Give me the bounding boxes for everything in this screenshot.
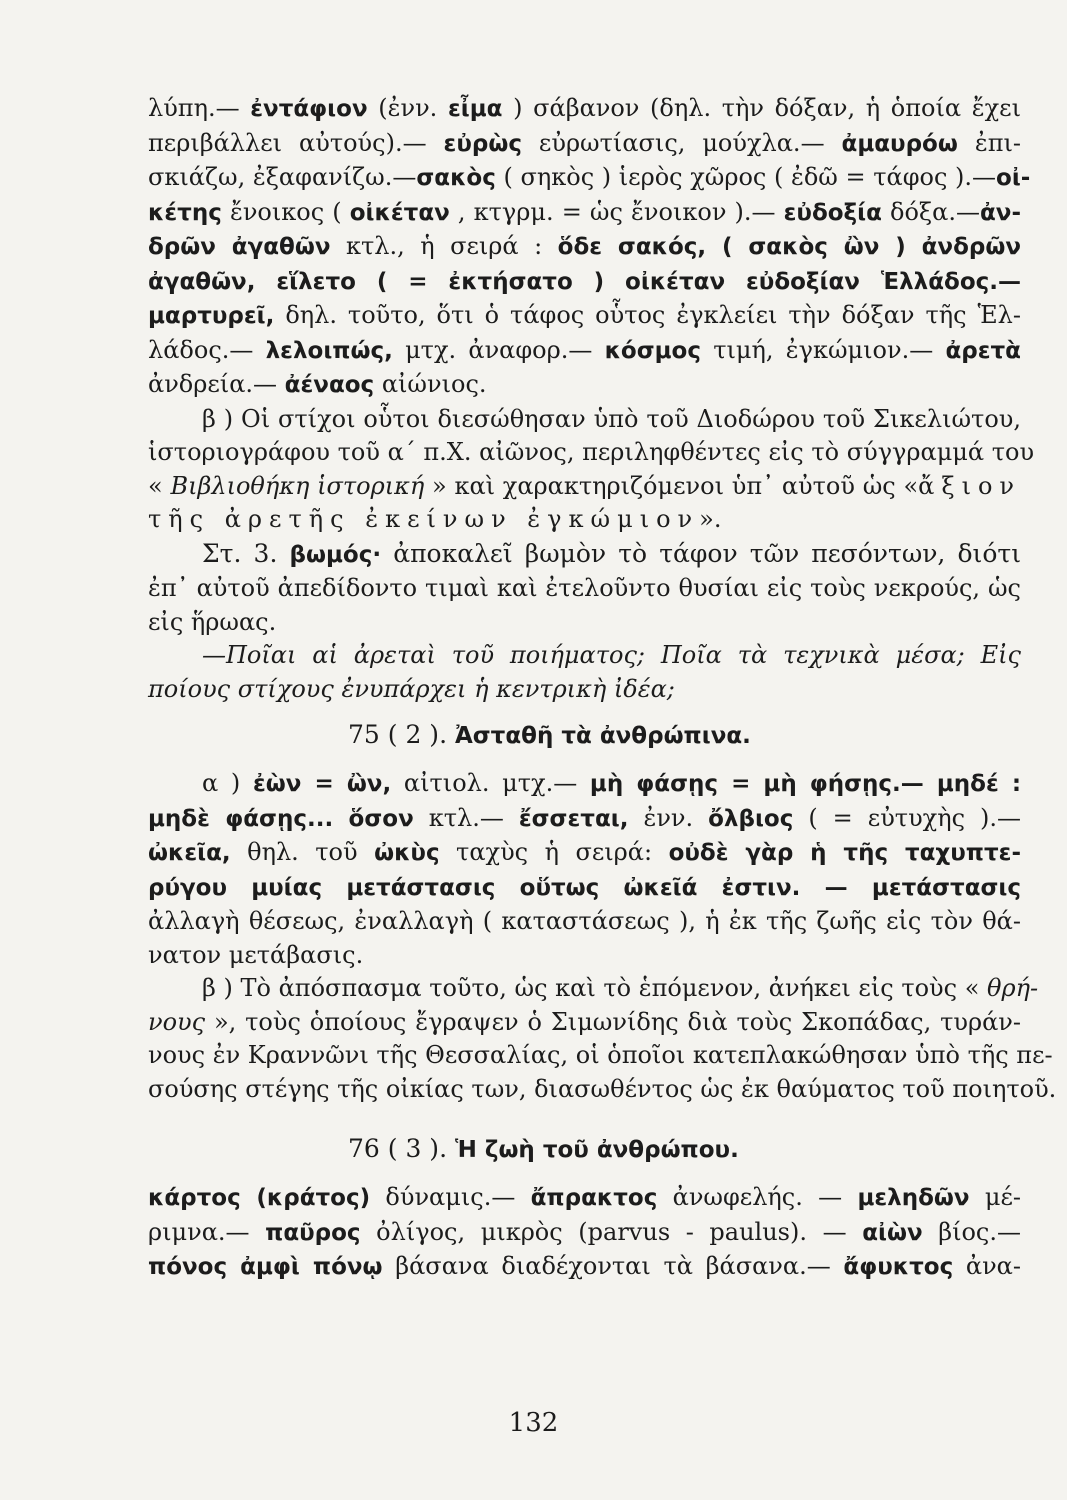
text-line: « Βιβλιοθήκη ἱστορική » καὶ χαρακτηριζόμενοι ὑπ᾽ αὐτοῦ ὡς «ἄξιον [148, 471, 1022, 500]
text-line: τῆς ἀρετῆς ἐκείνων ἐγκώμιον». [148, 505, 722, 533]
text-line: ποίους στίχους ἐνυπάρχει ἡ κεντρικὴ ἰδέα; [148, 674, 675, 703]
text-line: νους ἐν Κραννῶνι τῆς Θεσσαλίας, οἱ ὁποῖοι κατεπλακώθησαν ὑπὸ τῆς πε- [148, 1041, 1053, 1069]
text-line: σκιάζω, ἐξαφανίζω.—σακὸς ( σηκὸς ) ἱερὸς χῶρος ( ἐδῶ = τάφος ).—οἰ- [148, 163, 1031, 191]
text-line: εἰς ἥρωας. [148, 607, 277, 636]
text-line: ριμνα.— παῦρος ὀλίγος, μικρὸς (parvus - paulus). — αἰὼν βίος.— [148, 1217, 1022, 1246]
text-line: ἱστοριογράφου τοῦ α΄ π.Χ. αἰῶνος, περιληφθέντες εἰς τὸ σύγγραμμά του [148, 438, 1035, 466]
text-line: δρῶν ἀγαθῶν κτλ., ἡ σειρά : ὅδε σακός, ( σακὸς ὢν ) ἀνδρῶν [148, 232, 1022, 260]
section-heading: 75 ( 2 ). Ἀσταθῆ τὰ ἀνθρώπινα. [348, 720, 751, 749]
text-line: μηδὲ φάσῃς... ὅσον κτλ.— ἔσσεται, ἐνν. ὄλβιος ( = εὐτυχὴς ).— [148, 803, 1022, 832]
text-line: μαρτυρεῖ, δηλ. τοῦτο, ὅτι ὁ τάφος οὗτος ἐγκλείει τὴν δόξαν τῆς Ἑλ- [148, 301, 1021, 329]
text-line: β ) Τὸ ἀπόσπασμα τοῦτο, ὡς καὶ τὸ ἑπόμενον, ἀνήκει εἰς τοὺς « θρή- [202, 974, 1039, 1002]
text-line: ὠκεῖα, θηλ. τοῦ ὠκὺς ταχὺς ἡ σειρά: οὐδὲ γὰρ ἡ τῆς ταχυπτε- [148, 838, 1022, 866]
text-line: πόνος ἀμφὶ πόνῳ βάσανα διαδέχονται τὰ βάσανα.— ἄφυκτος ἀνα- [148, 1252, 1021, 1280]
text-line: σούσης στέγης τῆς οἰκίας των, διασωθέντος ὡς ἐκ θαύματος τοῦ ποιητοῦ. [148, 1074, 1057, 1103]
text-line: περιβάλλει αὐτούς).— εὐρὼς εὐρωτίασις, μούχλα.— ἀμαυρόω ἐπι- [148, 128, 1021, 157]
text-line: ἀλλαγὴ θέσεως, ἐναλλαγὴ ( καταστάσεως ), ἡ ἐκ τῆς ζωῆς εἰς τὸν θά- [148, 907, 1021, 935]
section-heading: 76 ( 3 ). Ἡ ζωὴ τοῦ ἀνθρώπου. [348, 1134, 739, 1163]
text-line: νους », τοὺς ὁποίους ἔγραψεν ὁ Σιμωνίδης διὰ τοὺς Σκοπάδας, τυράν- [148, 1007, 1021, 1036]
text-line: Στ. 3. βωμός· ἀποκαλεῖ βωμὸν τὸ τάφον τῶν πεσόντων, διότι [202, 538, 1022, 568]
text-line: ἀνδρεία.— ἀέναος αἰώνιος. [148, 370, 487, 398]
text-line: β ) Οἱ στίχοι οὗτοι διεσώθησαν ὑπὸ τοῦ Διοδώρου τοῦ Σικελιώτου, [202, 404, 1021, 433]
text-line: κάρτος (κράτος) δύναμις.— ἄπρακτος ἀνωφελής. — μεληδῶν μέ- [148, 1183, 1022, 1211]
text-line: —Ποῖαι αἱ ἀρεταὶ τοῦ ποιήματος; Ποῖα τὰ τεχνικὰ μέσα; Εἰς [202, 641, 1021, 669]
text-line: κέτης ἔνοικος ( οἰκέταν , κτγρμ. = ὡς ἔνοικον ).— εὐδοξία δόξα.—ἀν- [148, 197, 1021, 226]
text-line: λάδος.— λελοιπώς, μτχ. ἀναφορ.— κόσμος τιμή, ἐγκώμιον.— ἀρετὰ [148, 335, 1021, 364]
text-line: α ) ἐὼν = ὢν, αἰτιολ. μτχ.— μὴ φάσῃς = μὴ φήσῃς.— μηδέ : [202, 769, 1022, 797]
text-line: νατον μετάβασις. [148, 940, 364, 969]
text-line: ρύγου μυίας μετάστασις οὕτως ὠκεῖά ἐστιν. — μετάστασις [148, 874, 1021, 901]
text-line: ἐπ᾽ αὐτοῦ ἀπεδίδοντο τιμαὶ καὶ ἐτελοῦντο θυσίαι εἰς τοὺς νεκρούς, ὡς [148, 574, 1021, 602]
text-line: λύπη.— ἐντάφιον (ἐνν. εἶμα ) σάβανον (δηλ. τὴν δόξαν, ἡ ὁποία ἔχει [148, 94, 1022, 122]
page-number: 132 [508, 1408, 559, 1438]
text-line: ἀγαθῶν, εἵλετο ( = ἐκτήσατο ) οἰκέταν εὐδοξίαν Ἑλλάδος.— [148, 268, 1021, 295]
